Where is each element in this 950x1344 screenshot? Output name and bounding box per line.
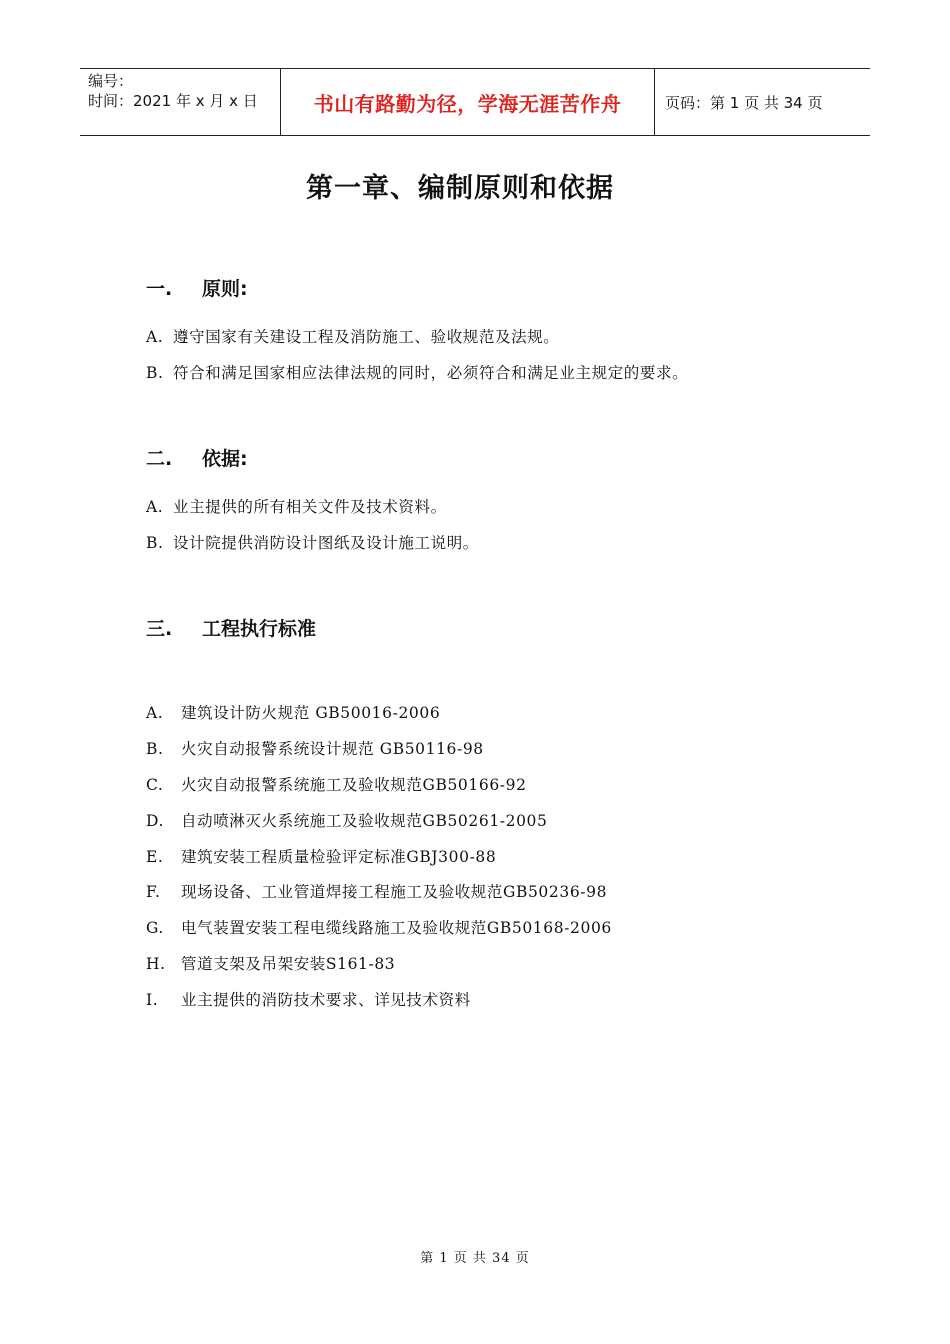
- item-label: C.: [146, 776, 164, 794]
- list-item: [146, 916, 612, 938]
- time-label: 时间：2021 年 x 月 x 日: [88, 92, 258, 110]
- item-text: 火灾自动报警系统设计规范 GB50116-98: [181, 740, 484, 758]
- item-label: E.: [146, 848, 164, 866]
- list-item: [146, 988, 471, 1010]
- header-left-cell: [80, 69, 281, 135]
- item-text: 管道支架及吊架安装S161-83: [181, 955, 396, 973]
- list-item: [146, 952, 395, 974]
- motto: 书山有路勤为径，学海无涯苦作舟: [313, 91, 622, 116]
- page-footer: 第 1 页 共 34 页: [420, 1251, 530, 1266]
- section-title: 依据:: [202, 448, 248, 470]
- item-label: B.: [146, 740, 164, 758]
- item-label: A.: [146, 328, 164, 346]
- page-header-table: [80, 68, 870, 136]
- section-title: 工程执行标准: [202, 618, 317, 640]
- header-middle-cell: [281, 69, 655, 135]
- list-item: [146, 325, 559, 347]
- item-text: 建筑安装工程质量检验评定标准GBJ300-88: [181, 848, 497, 866]
- item-text: 建筑设计防火规范 GB50016-2006: [181, 704, 441, 722]
- header-right-cell: [655, 69, 870, 135]
- list-item: [146, 531, 479, 553]
- list-item: [146, 701, 440, 723]
- list-item: [146, 773, 527, 795]
- item-text: 符合和满足国家相应法律法规的同时，必须符合和满足业主规定的要求。: [173, 364, 689, 382]
- item-text: 设计院提供消防设计图纸及设计施工说明。: [173, 534, 479, 552]
- item-label: G.: [146, 919, 164, 937]
- list-item: [146, 495, 447, 517]
- list-item: [146, 880, 607, 902]
- section-number: 三.: [146, 618, 173, 640]
- list-item: [146, 737, 484, 759]
- item-text: 电气装置安装工程电缆线路施工及验收规范GB50168-2006: [181, 919, 612, 937]
- section-heading-basis: [146, 444, 248, 471]
- item-label: A.: [146, 498, 164, 516]
- section-heading-standards: [146, 614, 316, 641]
- item-label: F.: [146, 883, 161, 901]
- item-text: 自动喷淋灭火系统施工及验收规范GB50261-2005: [181, 812, 548, 830]
- list-item: [146, 845, 496, 867]
- item-label: B.: [146, 364, 164, 382]
- list-item: [146, 809, 547, 831]
- item-text: 业主提供的消防技术要求、详见技术资料: [181, 991, 471, 1009]
- list-item: [146, 361, 688, 383]
- chapter-title: 第一章、编制原则和依据: [306, 173, 614, 204]
- item-text: 火灾自动报警系统施工及验收规范GB50166-92: [181, 776, 527, 794]
- number-label: 编号：: [88, 72, 134, 90]
- section-heading-principles: [146, 274, 248, 301]
- item-label: A.: [146, 704, 164, 722]
- page-info: 页码：第 1 页 共 34 页: [665, 93, 823, 112]
- section-title: 原则:: [202, 278, 248, 300]
- section-number: 二.: [146, 448, 173, 470]
- item-label: D.: [146, 812, 165, 830]
- item-label: H.: [146, 955, 166, 973]
- item-text: 遵守国家有关建设工程及消防施工、验收规范及法规。: [173, 328, 560, 346]
- item-text: 现场设备、工业管道焊接工程施工及验收规范GB50236-98: [181, 883, 608, 901]
- item-label: B.: [146, 534, 164, 552]
- item-text: 业主提供的所有相关文件及技术资料。: [173, 498, 447, 516]
- section-number: 一.: [146, 278, 173, 300]
- item-label: I.: [146, 991, 159, 1009]
